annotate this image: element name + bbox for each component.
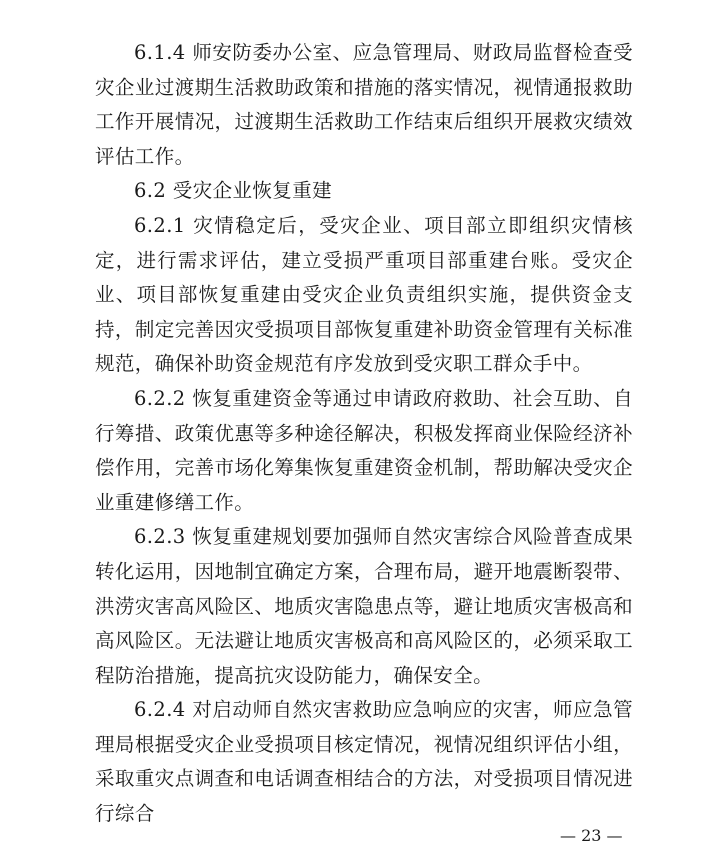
section-heading-6-2: 6.2 受灾企业恢复重建 — [134, 179, 333, 203]
page-number: — 23 — — [560, 826, 623, 845]
paragraph-6-2-4: 6.2.4 对启动师自然灾害救助应急响应的灾害，师应急管理局根据受灾企业受损项目核定情况，视情况组织评估小组，采取重灾点调查和电话调查相结合的方法，对受损项目情况进行综合 — [95, 698, 633, 826]
document-body — [95, 36, 633, 832]
paragraph-6-2-3: 6.2.3 恢复重建规划要加强师自然灾害综合风险普查成果转化运用，因地制宜确定方案，合理布局，避开地震断裂带、洪涝灾害高风险区、地质灾害隐患点等，避让地质灾害极高和高风险区。无法避让地质灾害极高和高风险区的，必须采取工程防治措施，提高抗灾设防能力，确保安全。 — [95, 525, 633, 687]
paragraph-6-2-2: 6.2.2 恢复重建资金等通过申请政府救助、社会互助、自行筹措、政策优惠等多种途径解决，积极发挥商业保险经济补偿作用，完善市场化筹集恢复重建资金机制，帮助解决受灾企业重建修缮工作。 — [95, 386, 633, 514]
paragraph-6-2-1: 6.2.1 灾情稳定后，受灾企业、项目部立即组织灾情核定，进行需求评估，建立受损严重项目部重建台账。受灾企业、项目部恢复重建由受灾企业负责组织实施，提供资金支持，制定完善因灾受损项目部恢复重建补助资金管理有关标准规范，确保补助资金规范有序发放到受灾职工群众手中。 — [95, 213, 633, 376]
paragraph-6-1-4: 6.1.4 师安防委办公室、应急管理局、财政局监督检查受灾企业过渡期生活救助政策和措施的落实情况，视情通报救助工作开展情况，过渡期生活救助工作结束后组织开展救灾绩效评估工作。 — [95, 41, 633, 168]
